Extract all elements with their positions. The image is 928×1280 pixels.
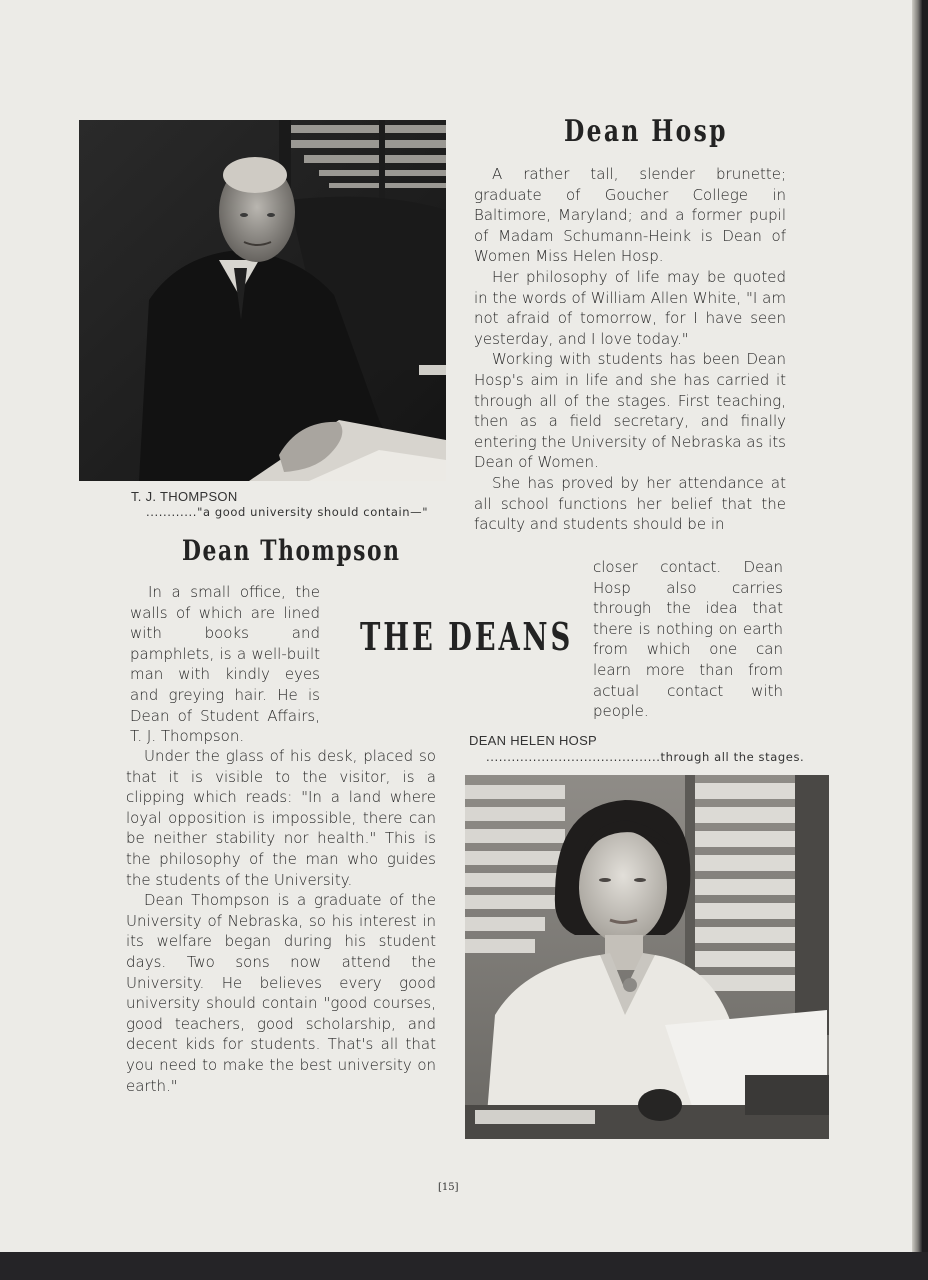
thompson-article-text <box>126 746 436 1096</box>
thompson-photo <box>79 120 446 481</box>
thompson-paragraph-3: Dean Thompson is a graduate of the University of Nebraska, so his interest in its welfare began during his student days. Two sons now attend the University. He believes every good university should contain "good courses, good teachers, good scholarship, and decent kids for students. That's all that you need to make the best university on earth." <box>126 891 436 1095</box>
hosp-photo-image <box>465 775 829 1139</box>
hosp-paragraph-1: A rather tall, slender brunette; graduate of Goucher College in Baltimore, Maryland; and a former pupil of Madam Schumann-Heink is Dean of Women Miss Helen Hosp. <box>474 165 786 266</box>
thompson-caption-quote: ............"a good university should contain—" <box>146 505 429 519</box>
thompson-article-text-top <box>130 582 320 747</box>
hosp-paragraph-2: Her philosophy of life may be quoted in the words of William Allen White, "I am not afraid of tomorrow, for I have seen yesterday, and I love today." <box>474 267 786 348</box>
bottom-shadow <box>0 1252 928 1280</box>
thompson-paragraph-1: In a small office, the walls of which are lined with books and pamphlets, is a well-built man with kindly eyes and greying hair. He is Dean of Student Affairs, T. J. Thompson. <box>130 583 320 746</box>
thompson-photo-image <box>79 120 446 481</box>
hosp-article-text <box>474 164 786 535</box>
hosp-paragraph-3: Working with students has been Dean Hosp's aim in life and she has carried it through all of the stages. First teaching, then as a field secretary, and finally entering the University of Nebraska as its Dean of Women. <box>474 350 786 472</box>
page-edge <box>912 0 922 1256</box>
page-number: [15] <box>438 1182 459 1193</box>
hosp-photo <box>465 775 829 1139</box>
section-title-the-deans: THE DEANS <box>360 614 574 659</box>
hosp-article-text-continued <box>593 557 783 722</box>
hosp-paragraph-4: She has proved by her attendance at all school functions her belief that the faculty and students should be in <box>474 473 786 534</box>
heading-dean-hosp: Dean Hosp <box>564 114 728 149</box>
heading-dean-thompson: Dean Thompson <box>182 534 401 567</box>
thompson-caption-name: T. J. THOMPSON <box>131 489 238 504</box>
hosp-caption-name: DEAN HELEN HOSP <box>469 733 598 748</box>
hosp-caption-quote: .........................................through all the stages. <box>486 750 805 764</box>
hosp-paragraph-4-continued: closer contact. Dean Hosp also carries through the idea that there is nothing on earth from which one can learn more than from actual contact with people. <box>593 558 783 721</box>
thompson-paragraph-2: Under the glass of his desk, placed so that it is visible to the visitor, is a clipping which reads: "In a land where loyal opposition is impossible, there can be neither stability nor health." This is the philosophy of the man who guides the students of the University. <box>126 747 436 889</box>
